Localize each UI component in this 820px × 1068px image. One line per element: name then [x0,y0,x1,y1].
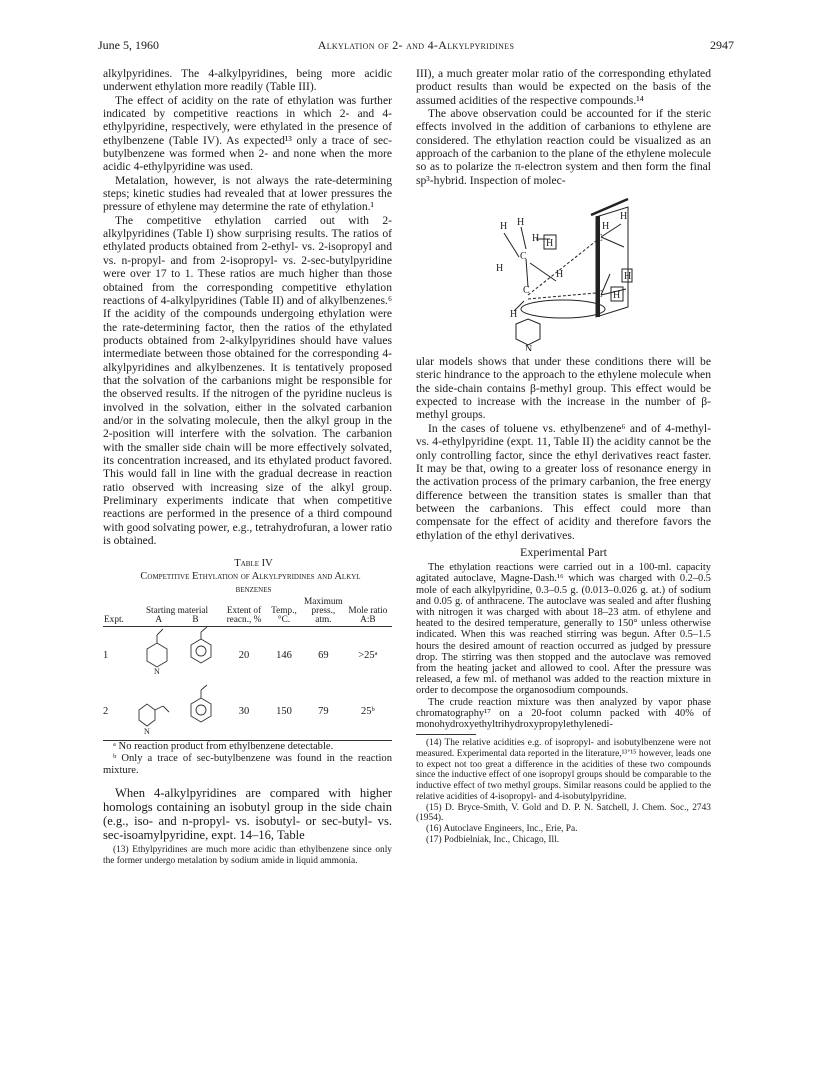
table-iv-grid [103,598,392,741]
cell-expt: 2 [103,706,109,718]
page-number: 2947 [710,38,734,52]
cell-press: 69 [318,649,329,661]
footnotes-left [103,845,392,866]
col-header-press: Maximum press., atm. [304,597,343,626]
col-header-a: A [155,615,163,626]
right-paragraph: In the cases of toluene vs. ethylbenzene⁶ and of 4-methyl- vs. 4-ethylpyridine (expt. 11, Table II) the acidity cannot be the only controlling factor, since the ethyl derivatives react faster. It may be that, owing to a greater loss of resonance energy in the activation process of the primary carbanion, the free energy difference between the transition states is smaller than that between the carbanions. This effect could more than compensate for the effect of acidity and therefore favors the ethylation of the ethyl derivatives. [416,421,711,542]
cell-ratio: 25ᵇ [360,706,375,718]
cell-extent: 30 [238,706,250,718]
footnote-divider [416,734,476,735]
right-column [416,67,711,845]
footnote: (17) Podbielniak, Inc., Chicago, Ill. [426,834,560,845]
footnote: (13) Ethylpyridines are much more acidic than ethylbenzene since only the former undergo metalation by sodium amide in liquid ammonia. [103,845,392,866]
left-paragraph: alkylpyridines. The 4-alkylpyridines, being more acidic underwent ethylation more readily (Table III). [103,67,392,94]
structure-4-ethylpyridine-ethylbenzene [133,684,221,736]
footnote: (14) The relative acidities e.g. of isopropyl- and isobutylbenzene were not measured. Experimental data reported in the literature,¹³ʼ¹⁵ however, leads one to expect not too great a difference in the acidities of these two compounds since the inductive effect of one isopropyl groups should be comparable to the inductive effect of two methyl groups. Similar reasons could be applied to the relative acidities of 4-isopropyl- and 4-isobutylpyridine. [416,738,711,802]
header-title: Alkylation of 2- and 4-Alkylpyridines [317,38,515,52]
header-date: June 5, 1960 [98,38,159,52]
cell-ratio: >25ᵃ [358,649,378,661]
col-header-starting-label: Starting material [145,606,209,617]
structure-pair [131,684,223,741]
atom-c: C [523,285,530,297]
right-paragraph: ular models shows that under these conditions there will be steric hindrance to the approach to the ethylene molecule when the side-chain contains β-methyl group. This effect would be expected to increase with the increase in the number of β-methyl groups. [416,355,711,422]
atom-n: N [525,344,533,352]
footnote: (15) D. Bryce-Smith, V. Gold and D. P. N. Satchell, J. Chem. Soc., 2743 (1954). [416,802,711,824]
col-header-starting [131,598,223,627]
transition-state-diagram [416,189,711,351]
atom-h: H [532,233,540,245]
n-atom-label: N [154,667,160,677]
left-paragraph: When 4-alkylpyridines are compared with higher homologs containing an isobutyl group in the side chain (e.g., iso- and n-propyl- vs. isobutyl- or sec-butyl- vs. sec-isoamylpyridine, expt. 14–16, Table [103,786,392,843]
atom-h: H [500,221,508,233]
right-paragraph: The above observation could be accounted for if the steric effects involved in the addition of carbanions to ethylene are considered. The ethylation reaction could be visualized as an approach of the carbanion to the plane of the ethylene molecule so as to polarize the π-electron system and then form the final sp³-hybrid. Inspection of molec- [416,107,711,187]
running-header [98,38,734,58]
table-caption-cont: benzenes [235,584,272,596]
atom-h: H [613,290,621,302]
atom-c: C [596,233,603,245]
right-paragraph: III), a much greater molar ratio of the corresponding ethylated product results than would be expected on the basis of the assumed acidities of the respective compounds.¹⁴ [416,67,711,107]
molecular-model-figure [416,189,711,351]
atom-h: H [517,217,525,229]
col-header-ratio: Mole ratio A:B [344,598,392,627]
cell-press: 79 [318,706,329,718]
section-title: Experimental Part [520,544,607,559]
col-header-expt: Expt. [103,598,131,627]
cell-expt: 1 [103,649,109,661]
structure-pair [131,627,223,684]
experimental-paragraph: The crude reaction mixture was then analyzed by vapor phase chromatography¹⁷ on a 20-foot column packed with 40% of monohydroxyethyltrihydroxypropylethylenedi- [416,696,711,731]
n-atom-label: N [144,726,150,736]
cell-extent: 20 [238,649,250,661]
atom-h: H [496,263,504,275]
table-row [103,627,392,684]
cell-temp: 146 [276,649,292,661]
table-label: Table IV [234,558,273,570]
left-paragraph: Metalation, however, is not always the rate-determining steps; kinetic studies had revealed that at lower pressures the pressure of ethylene may determine the rate of ethylation.¹ [103,173,392,214]
atom-c: C [596,289,603,301]
atom-h: H [620,211,628,223]
table-caption: Competitive Ethylation of Alkylpyridines and Alkyl [140,571,361,583]
table-footnote-a: ᵃ No reaction product from ethylbenzene detectable. [113,741,334,753]
structure-2-ethylpyridine-ethylbenzene [133,627,221,679]
atom-h: H [624,271,632,283]
table-row [103,684,392,741]
col-header-b: B [192,615,199,626]
footnote: (16) Autoclave Engineers, Inc., Erie, Pa. [426,823,578,834]
left-column [103,67,392,866]
atom-h: H [546,238,554,250]
experimental-section [416,562,711,730]
footnotes-right [416,738,711,845]
col-header-extent: Extent of reacn., % [223,598,265,627]
left-paragraph: The effect of acidity on the rate of ethylation was further indicated by competitive reactions in which 2- and 4-ethylpyridine, respectively, were ethylated in the presence of ethylbenzene (Table IV). As expected¹³ only a trace of sec-butylbenzene was formed when 2- and none when the more acidic 4-ethylpyridine was used. [103,93,392,174]
table-iv [103,557,392,777]
atom-h: H [556,269,564,281]
atom-h: H [602,221,610,233]
table-footnote-b: ᵇ Only a trace of sec-butylbenzene was found in the reaction mixture. [103,753,392,777]
col-header-temp: Temp., °C. [265,598,303,627]
left-paragraph: The competitive ethylation carried out with 2-alkylpyridines (Table I) show surprising results. The ratios of ethylated products obtained from 2-ethyl- vs. 2-isopropyl and vs. n-propyl- and from 2-isopropyl- vs. 2-sec-butylpyridine were over 17 to 1. These ratios are much higher than those obtained from the corresponding competitive ethylation reactions of 4-alkylpyridines (Table II) and of alkylbenzenes.⁶ If the acidity of the compounds undergoing ethylation were the rate-determining factor, then the ratios of the ethylated products obtained from 2-alkylpyridines should have values intermediate between those obtained for the corresponding 4-alkylpyridines and alkylbenzenes. It is tentatively proposed that the solvation of the carbanions might be responsible for the observed results. If the nitrogen of the pyridine nucleus is involved in the solvation, either in the solvated carbanion and/or in the solvating molecule, then the alkyl group in the 2-position will interfere with the solvation. The carbanion with the smaller side chain will be more effectively solvated, its concentration increased, and its ethylated product favored. This would fall in line with the gradual decrease in reaction ratio observed with increasing size of the alkyl group. Preliminary experiments indicate that when competitive reactions are performed in the presence of a third compound with good solvating power, e.g., tetrahydrofuran, a lower ratio is obtained. [103,213,392,548]
experimental-paragraph: The ethylation reactions were carried out in a 100-ml. capacity agitated autoclave, Magne-Dash.¹⁶ which was charged with 0.2–0.5 mole of each alkylpyridine, 0.3–0.5 g. (0.013–0.026 g. at.) of sodium and 0.05 g. of anthracene. The autoclave was sealed and after flushing with nitrogen it was charged with about 18–23 atm. of ethylene and heated to the desired temperature, generally to 150° unless otherwise indicated. When this was reached stirring was begun. After 0.5–1.5 hours the desired amount of reaction occurred as judged by pressure drop. The stirring was then stopped and the autoclave was removed from the heating jacket and allowed to cool. After the pressure was released, a few ml. of methanol was added to the reaction mixture in order to decompose the organosodium compounds. [416,562,711,697]
cell-temp: 150 [276,706,292,718]
atom-c: C [520,251,527,263]
atom-h: H [510,309,518,321]
